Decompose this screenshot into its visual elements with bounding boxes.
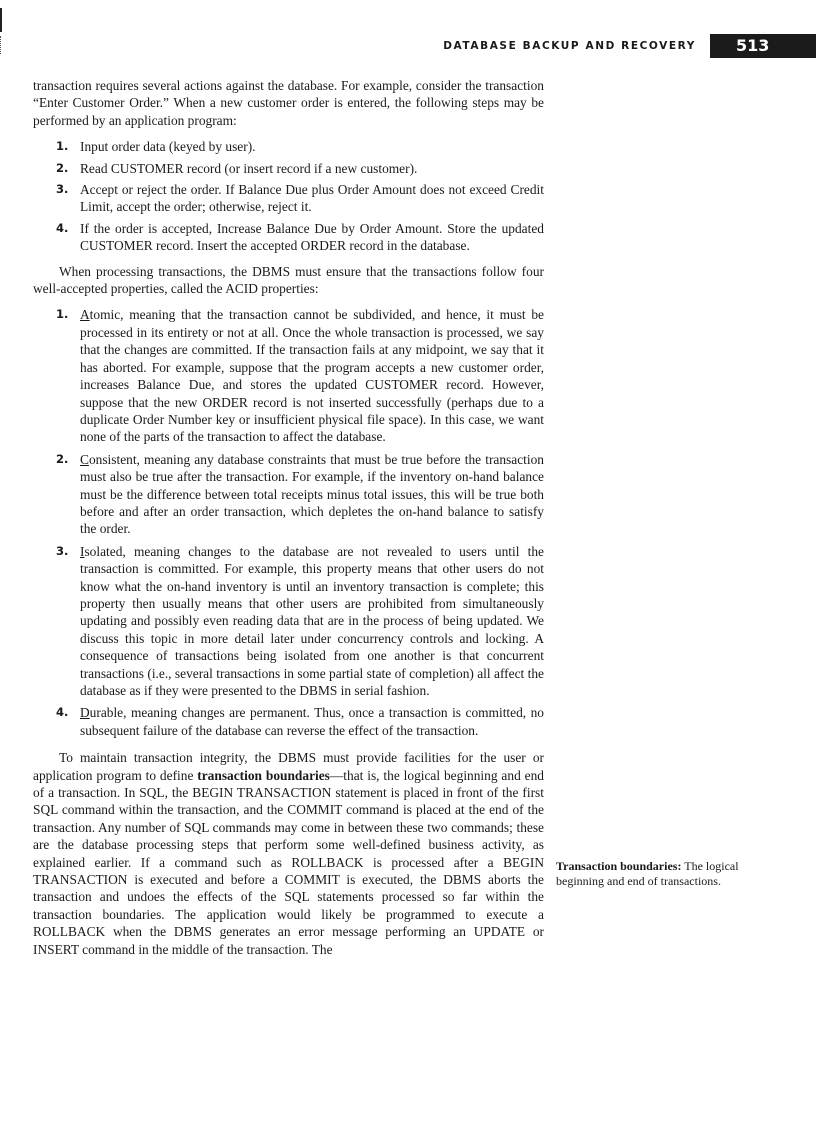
acid-initial: D [80, 705, 90, 721]
list-text: tomic, meaning that the transaction cannot be subdivided, and hence, it must be processed in its entirety or not at all. Once the whole transaction is processed, we say that the changes are committed. If the transaction fails at any midpoint, we say that it has aborted. For example, suppose that the program accepts a new customer order, increases Balance Due, and stores the updated CUSTOMER record. However, suppose that the new ORDER record is not inserted successfully (perhaps due to a duplicate Order Number key or insufficient physical file space). In this case, we want none of the parts of the transaction to affect the database. [80, 307, 544, 445]
list-number: 1. [56, 139, 69, 154]
list-text: Input order data (keyed by user). [80, 139, 256, 155]
list-number: 4. [56, 705, 69, 720]
list-text: urable, meaning changes are permanent. Thus, once a transaction is committed, no subsequent failure of the database can reverse the effect of the transaction. [80, 705, 544, 738]
list-text: Read CUSTOMER record (or insert record if a new customer). [80, 160, 418, 176]
list-item [33, 306, 544, 445]
list-item [33, 220, 544, 255]
acid-intro-paragraph: When processing transactions, the DBMS must ensure that the transactions follow four well-accepted properties, called the ACID properties: [33, 263, 544, 297]
closing-text-end: —that is, the logical beginning and end of a transaction. In SQL, the BEGIN TRANSACTION statement is placed in front of the first SQL command within the transaction, and the COMMIT command is placed at the end of the transaction. Any number of SQL commands may come in between these two commands; these are the database processing steps that perform some well-defined business activity, as explained earlier. If a command such as ROLLBACK is processed after a BEGIN TRANSACTION is executed and before a COMMIT is executed, the DBMS aborts the transaction and undoes the effects of the SQL statements processed so far within the transaction boundaries. The application would likely be programmed to execute a ROLLBACK when the DBMS generates an error message performing an UPDATE or INSERT command in the middle of the transaction. The [33, 767, 544, 957]
list-item [33, 181, 544, 216]
closing-text-start: To maintain transaction integrity, the DBMS must provide facilities for the user or application program to define [33, 750, 544, 783]
list-text: If the order is accepted, Increase Balance Due by Order Amount. Store the updated CUSTOMER record. Insert the accepted ORDER record in the database. [80, 220, 544, 254]
acid-initial: I [80, 543, 85, 559]
acid-properties-list [33, 306, 544, 739]
list-number: 3. [56, 543, 69, 558]
main-text [33, 77, 544, 958]
margin-term: Transaction boundaries: [556, 859, 682, 873]
order-steps-list [33, 138, 544, 254]
list-item [33, 543, 544, 700]
list-text: Accept or reject the order. If Balance Due plus Order Amount does not exceed Credit Limit, accept the order; otherwise, reject it. [80, 182, 544, 215]
page-header [0, 34, 816, 58]
acid-initial: A [80, 307, 90, 323]
closing-paragraph [33, 749, 544, 958]
list-number: 2. [56, 451, 69, 466]
list-item [33, 160, 544, 177]
list-number: 4. [56, 220, 69, 235]
list-number: 2. [56, 160, 69, 175]
list-text: solated, meaning changes to the database are not revealed to users until the transaction is committed. For example, this property means that other users do not know what the on-hand inventory is until an inventory transaction is complete; this property then usually means that other users are prohibited from simultaneously updating and possibly even reading data that are in the process of being updated. We discuss this topic in more detail later under concurrency controls and locking. A consequence of transactions being isolated from one another is that concurrent transactions (i.e., several transactions in some partial state of completion) all affect the database as if they were presented to the DBMS in serial fashion. [80, 543, 544, 698]
defined-term: transaction boundaries [197, 767, 330, 783]
list-number: 3. [56, 182, 69, 197]
page-number: 513 [710, 34, 816, 58]
list-text: onsistent, meaning any database constraints that must be true before the transaction must also be true after the transaction. For example, if the inventory on-hand balance must be the difference between total receipts minus total issues, this will be true both before and after an order transaction, which depletes the on-hand balance to satisfy the order. [80, 451, 544, 537]
acid-initial: C [80, 451, 89, 467]
list-item [33, 451, 544, 538]
margin-definition-text: The logical beginning and end of transactions. [556, 859, 739, 888]
list-item [33, 704, 544, 739]
margin-definition [556, 859, 784, 889]
page-edge-mark [0, 8, 2, 32]
intro-paragraph: transaction requires several actions against the database. For example, consider the transaction “Enter Customer Order.” When a new customer order is entered, the following steps may be performed by an application program: [33, 78, 544, 128]
list-item [33, 138, 544, 155]
running-head: DATABASE BACKUP AND RECOVERY [443, 40, 696, 52]
list-number: 1. [56, 307, 69, 322]
